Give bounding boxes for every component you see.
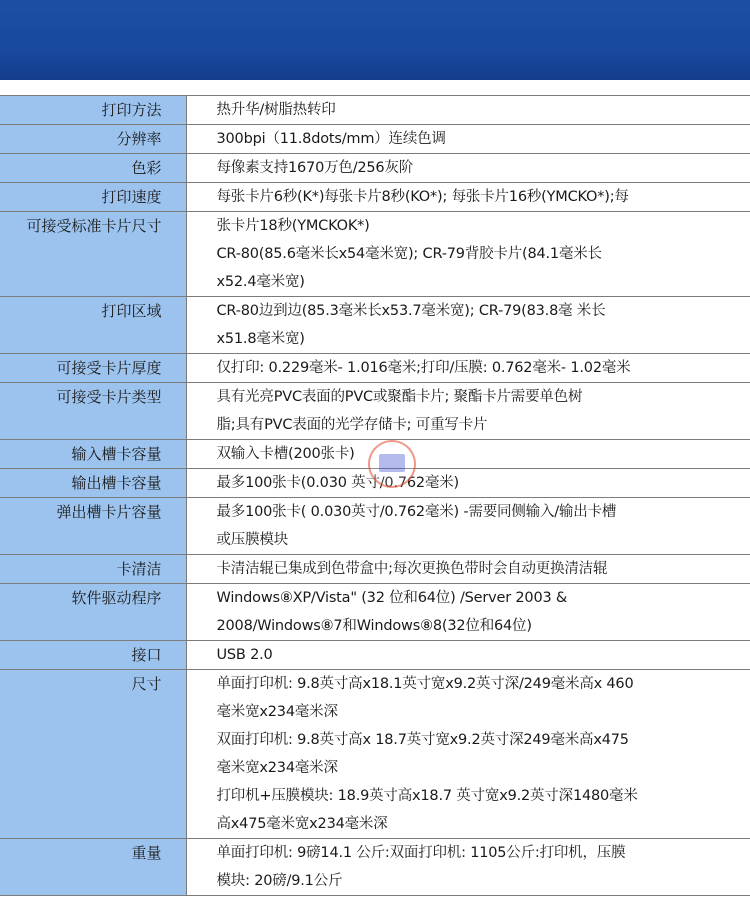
spec-label: 卡清洁 (0, 555, 186, 584)
spec-label: 打印速度 (0, 183, 186, 212)
spec-value-line: Windows⑧XP/Vista" (32 位和64位) /Server 2003 & (216, 590, 568, 606)
spec-value (186, 584, 750, 641)
spec-value-line: 每像素支持1670万色/256灰阶 (216, 160, 414, 176)
spec-value (186, 212, 750, 297)
spec-row (0, 125, 750, 154)
header-banner (0, 0, 750, 80)
spec-value-line: 具有光亮PVC表面的PVC或聚酯卡片; 聚酯卡片需要单色树 (216, 389, 583, 405)
spec-value-line: 单面打印机: 9磅14.1 公斤:双面打印机: 1105公斤:打印机，压膜 (216, 845, 626, 861)
spec-label: 可接受卡片类型 (0, 383, 186, 440)
spec-row (0, 183, 750, 212)
spec-label: 输入槽卡容量 (0, 440, 186, 469)
spec-value (186, 498, 750, 555)
spec-value-line: 最多100张卡( 0.030英寸/0.762毫米) -需要同侧输入/输出卡槽 (216, 504, 617, 520)
spec-value (186, 125, 750, 154)
spec-value-line: CR-80边到边(85.3毫米长x53.7毫米宽); CR-79(83.8毫 米长 (216, 303, 606, 319)
spec-value-line: 毫米宽x234毫米深 (216, 760, 338, 776)
spec-value (186, 183, 750, 212)
spec-value-line: x51.8毫米宽) (216, 331, 305, 347)
spec-value (186, 469, 750, 498)
spec-value (186, 641, 750, 670)
spec-label: 输出槽卡容量 (0, 469, 186, 498)
spec-table-body (0, 96, 750, 896)
spec-label: 重量 (0, 839, 186, 896)
spec-row (0, 354, 750, 383)
spec-value-line: x52.4毫米宽) (216, 274, 305, 290)
spec-row (0, 96, 750, 125)
spec-value-line: 最多100张卡(0.030 英寸/0.762毫米) (216, 475, 460, 491)
spec-value-line: 张卡片18秒(YMCKOK*) (216, 218, 370, 234)
spec-value (186, 839, 750, 896)
spec-value (186, 383, 750, 440)
spec-value-line: 双输入卡槽(200张卡) (216, 446, 355, 462)
spec-label: 打印区域 (0, 297, 186, 354)
spec-label: 打印方法 (0, 96, 186, 125)
spec-value-line: 2008/Windows⑧7和Windows⑧8(32位和64位) (216, 618, 532, 634)
spec-row (0, 839, 750, 896)
spec-label: 尺寸 (0, 670, 186, 839)
spec-value-line: 每张卡片6秒(K*)每张卡片8秒(KO*); 每张卡片16秒(YMCKO*);每 (216, 189, 629, 205)
spec-label: 分辨率 (0, 125, 186, 154)
spec-value-line: 300bpi（11.8dots/mm）连续色调 (216, 131, 446, 147)
spec-value-line: 单面打印机: 9.8英寸高x18.1英寸宽x9.2英寸深/249毫米高x 460 (216, 676, 634, 692)
spec-label: 可接受卡片厚度 (0, 354, 186, 383)
spec-value (186, 297, 750, 354)
spec-value-line: CR-80(85.6毫米长x54毫米宽); CR-79背胶卡片(84.1毫米长 (216, 246, 602, 262)
spec-row (0, 297, 750, 354)
spec-value-line: 卡清洁辊已集成到色带盒中;每次更换色带时会自动更换清洁辊 (216, 561, 608, 577)
spec-value-line: 打印机+压膜模块: 18.9英寸高x18.7 英寸宽x9.2英寸深1480毫米 (216, 788, 638, 804)
spec-value-line: 毫米宽x234毫米深 (216, 704, 338, 720)
spec-value-line: 热升华/树脂热转印 (216, 102, 336, 118)
spec-value (186, 154, 750, 183)
spec-table (0, 95, 750, 896)
spec-label: 可接受标准卡片尺寸 (0, 212, 186, 297)
spec-row (0, 670, 750, 839)
spec-value (186, 670, 750, 839)
spec-value-line: 双面打印机: 9.8英寸高x 18.7英寸宽x9.2英寸深249毫米高x475 (216, 732, 629, 748)
spec-row (0, 641, 750, 670)
spec-row (0, 498, 750, 555)
spec-value-line: 脂;具有PVC表面的光学存储卡; 可重写卡片 (216, 417, 488, 433)
spec-value-line: USB 2.0 (216, 647, 273, 663)
spec-row (0, 584, 750, 641)
spec-value (186, 440, 750, 469)
watermark-stamp (368, 440, 416, 488)
spec-row (0, 383, 750, 440)
spec-value-line: 仅打印: 0.229毫米- 1.016毫米;打印/压膜: 0.762毫米- 1.02毫米 (216, 360, 631, 376)
spec-value-line: 模块: 20磅/9.1公斤 (216, 873, 343, 889)
spec-value-line: 高x475毫米宽x234毫米深 (216, 816, 388, 832)
spec-label: 弹出槽卡片容量 (0, 498, 186, 555)
spec-value (186, 555, 750, 584)
spec-value (186, 96, 750, 125)
spec-value (186, 354, 750, 383)
spec-value-line: 或压膜模块 (216, 532, 288, 548)
spec-label: 接口 (0, 641, 186, 670)
watermark-logo (379, 454, 405, 472)
spec-row (0, 154, 750, 183)
spec-label: 色彩 (0, 154, 186, 183)
spec-row (0, 212, 750, 297)
spec-row (0, 555, 750, 584)
spec-label: 软件驱动程序 (0, 584, 186, 641)
